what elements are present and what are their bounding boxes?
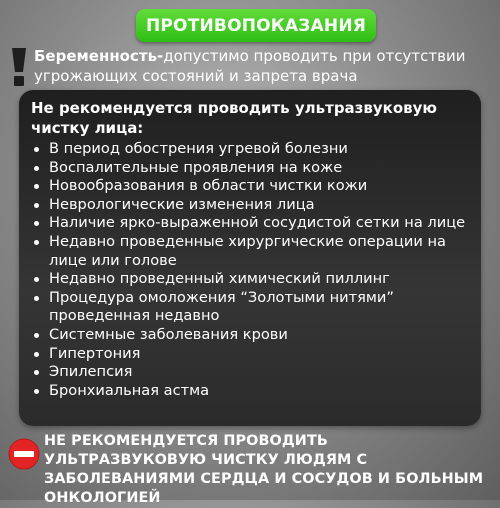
no-entry-icon xyxy=(8,438,40,470)
list-item: Неврологические изменения лица xyxy=(31,196,471,215)
list-item: В период обострения угревой болезни xyxy=(31,140,471,159)
list-item: Процедура омоложения “Золотыми нитями” проведенная недавно xyxy=(31,289,471,326)
card-heading: Не рекомендуется проводить ультразвуковую чистку лица: xyxy=(31,99,438,137)
list-item: Системные заболевания крови xyxy=(31,326,471,345)
bottom-notice xyxy=(8,432,494,508)
list-item: Эпилепсия xyxy=(31,363,471,382)
list-item: Бронхиальная астма xyxy=(31,382,471,401)
warning-body: допустимо проводить при отсутствии угрожающих состояний и запрета врача xyxy=(34,47,466,85)
list-item: Воспалительные проявления на коже xyxy=(31,159,471,178)
list-item: Недавно проведенный химический пиллинг xyxy=(31,270,471,289)
warning-lead: Беременность- xyxy=(34,47,164,65)
list-item: Новообразования в области чистки кожи xyxy=(31,177,471,196)
list-item: Наличие ярко-выраженной сосудистой сетки на лице xyxy=(31,214,471,233)
warning-text xyxy=(34,46,494,86)
page-title: ПРОТИВОПОКАЗАНИЯ xyxy=(145,15,367,36)
pregnancy-warning xyxy=(8,46,494,88)
list-item: Недавно проведенные хирургические операции на лице или голове xyxy=(31,233,471,270)
title-badge xyxy=(136,9,376,42)
contraindications-list xyxy=(31,140,471,400)
list-item: Гипертония xyxy=(31,345,471,364)
exclamation-icon xyxy=(8,46,30,88)
bottom-notice-text: НЕ РЕКОМЕНДУЕТСЯ ПРОВОДИТЬ УЛЬТРАЗВУКОВУЮ ЧИСТКУ ЛЮДЯМ С ЗАБОЛЕВАНИЯМИ СЕРДЦА И СОСУДОВ И БОЛЬНЫМ ОНКОЛОГИЕЙ xyxy=(44,433,484,506)
contraindications-card xyxy=(19,90,481,426)
